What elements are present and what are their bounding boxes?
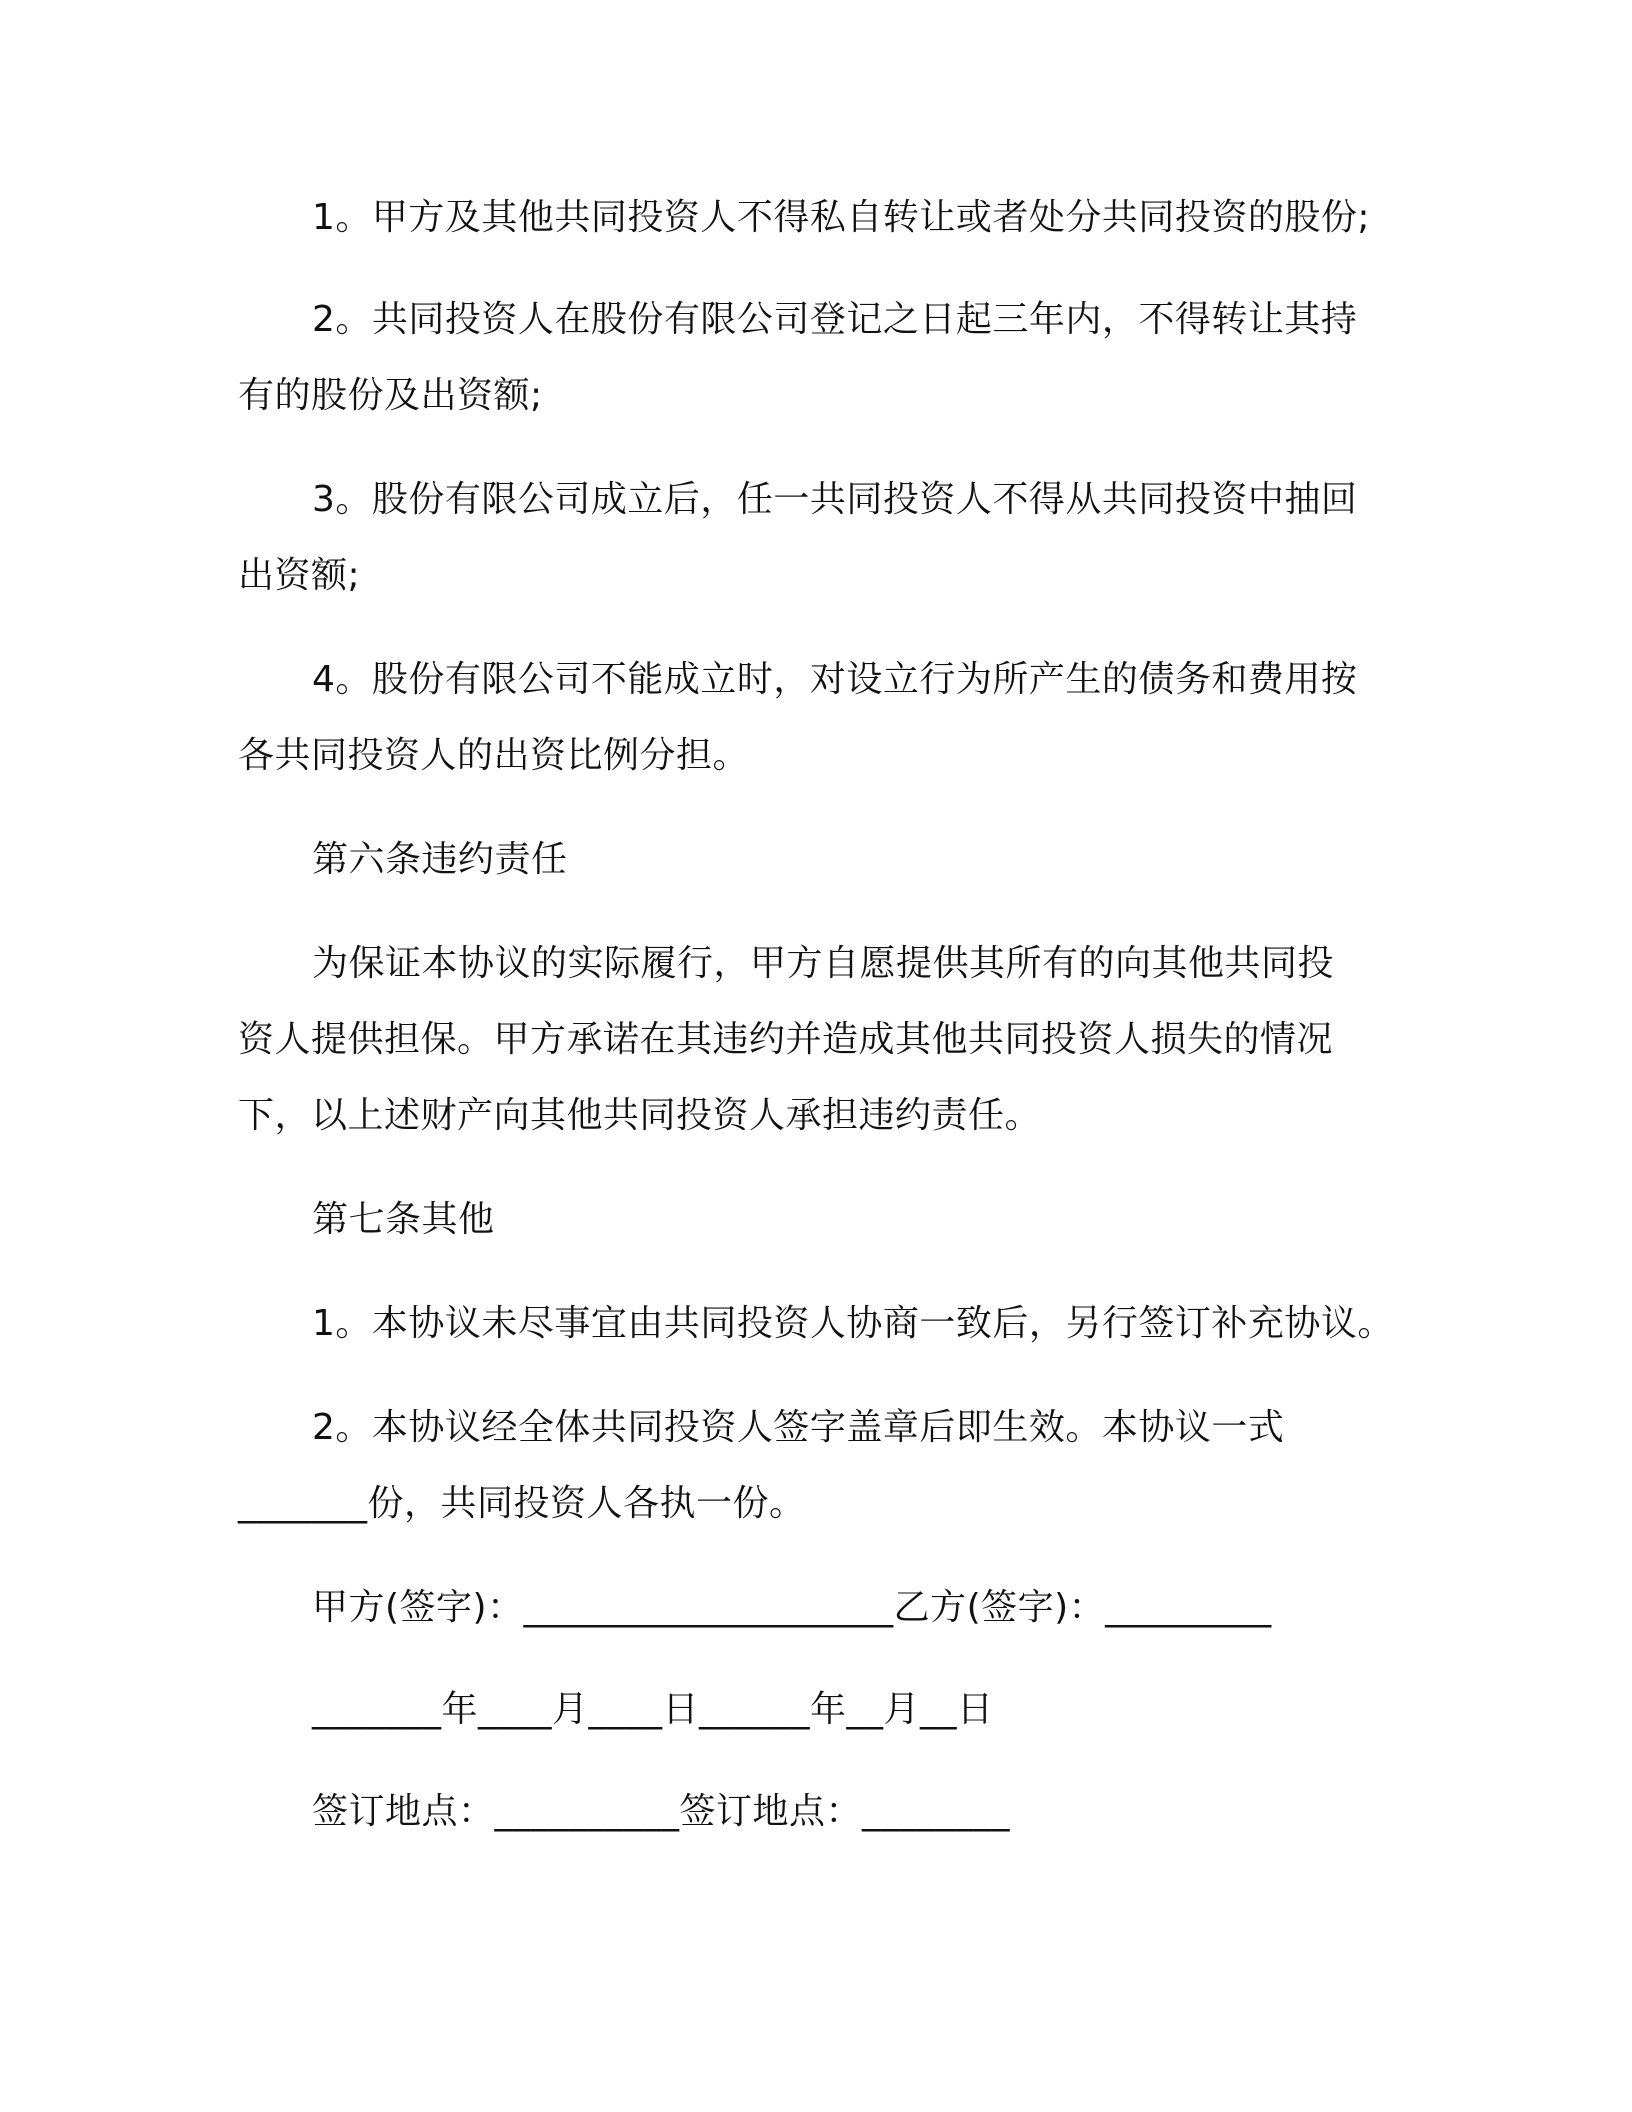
clause-item-4-line-1: 4。股份有限公司不能成立时，对设立行为所产生的债务和费用按 [312,659,1358,700]
clause-item-2-line-1: 2。共同投资人在股份有限公司登记之日起三年内，不得转让其持 [312,299,1358,340]
clause-item-2-line-2: 有的股份及出资额; [238,375,543,416]
signature-line: 甲方(签字)：____________________乙方(签字)：_________ [312,1587,1272,1628]
article-7-item-1: 1。本协议未尽事宜由共同投资人协商一致后，另行签订补充协议。 [312,1303,1394,1344]
article-7-item-2-line-2: _______份，共同投资人各执一份。 [238,1483,806,1524]
clause-item-3-line-2: 出资额; [238,555,361,596]
clause-item-4-line-2: 各共同投资人的出资比例分担。 [238,735,750,776]
clause-item-3-line-1: 3。股份有限公司成立后，任一共同投资人不得从共同投资中抽回 [312,479,1358,520]
article-7-item-2-line-1: 2。本协议经全体共同投资人签字盖章后即生效。本协议一式 [312,1407,1285,1448]
article-7-heading: 第七条其他 [312,1199,495,1240]
article-6-paragraph-line-3: 下，以上述财产向其他共同投资人承担违约责任。 [238,1095,1042,1136]
signing-place-line: 签订地点：__________签订地点：________ [312,1791,1011,1832]
article-6-heading: 第六条违约责任 [312,839,568,880]
clause-item-1: 1。甲方及其他共同投资人不得私自转让或者处分共同投资的股份; [312,197,1371,238]
date-line: _______年____月____日______年__月__日 [312,1689,994,1730]
article-6-paragraph-line-1: 为保证本协议的实际履行，甲方自愿提供其所有的向其他共同投 [312,943,1335,984]
article-6-paragraph-line-2: 资人提供担保。甲方承诺在其违约并造成其他共同投资人损失的情况 [238,1019,1334,1060]
